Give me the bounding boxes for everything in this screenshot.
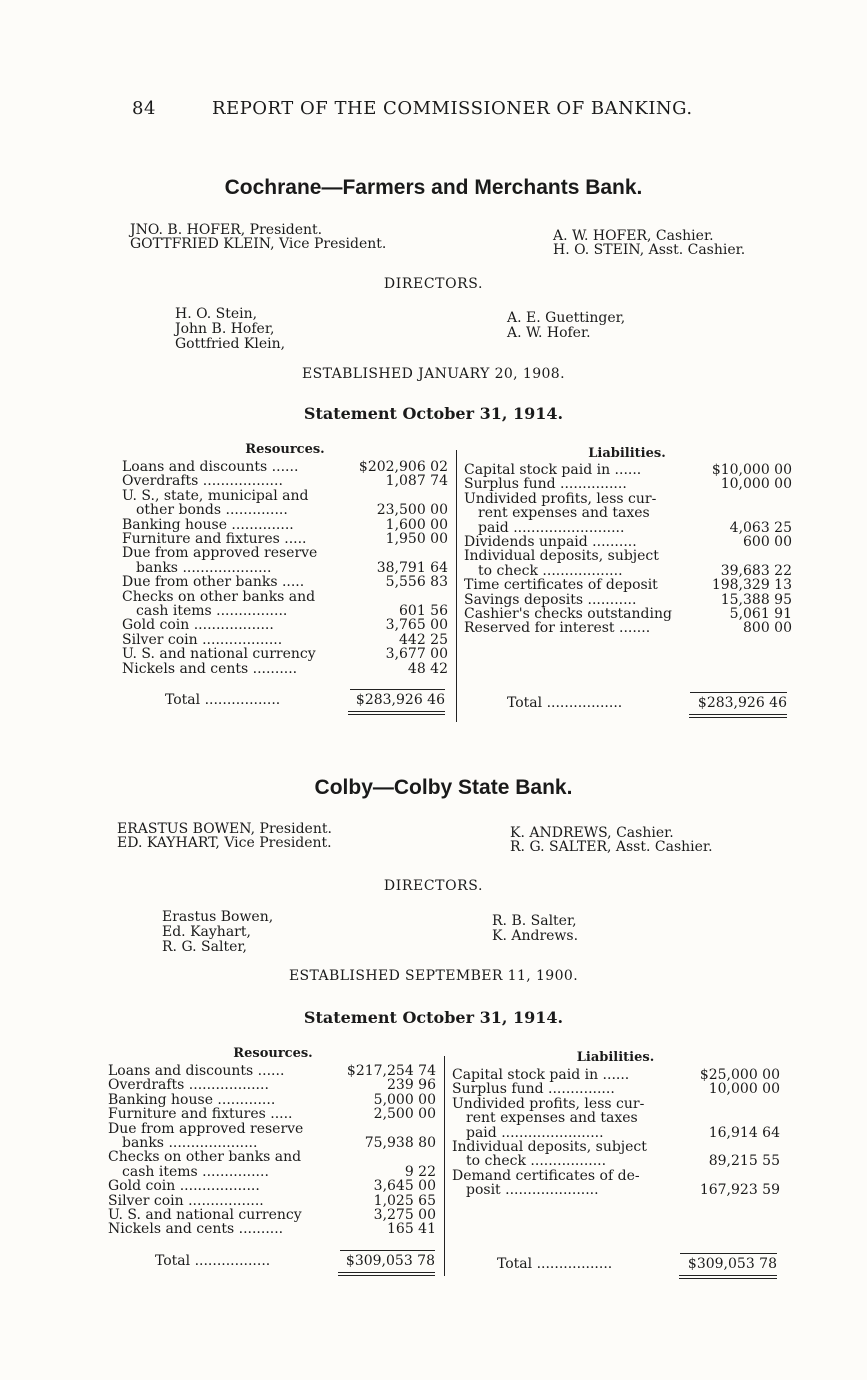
row-label: Banking house .............. bbox=[122, 516, 294, 533]
row-label: posit ..................... bbox=[466, 1182, 599, 1199]
row-amount: 800 00 bbox=[743, 620, 792, 637]
liability-row bbox=[452, 1183, 780, 1197]
liabilities-heading: Liabilities. bbox=[576, 1050, 655, 1065]
liability-row bbox=[464, 621, 792, 635]
liability-row bbox=[452, 1068, 780, 1082]
row-label: Time certificates of deposit bbox=[464, 577, 658, 594]
resource-row bbox=[122, 647, 448, 661]
officers-left bbox=[117, 822, 332, 850]
row-label: Demand certificates of de- bbox=[452, 1167, 640, 1184]
row-label: Surplus fund ............... bbox=[464, 476, 627, 493]
liability-row bbox=[464, 492, 792, 506]
row-label: Undivided profits, less cur- bbox=[464, 490, 657, 507]
row-amount: 3,765 00 bbox=[385, 617, 448, 634]
row-label: Capital stock paid in ...... bbox=[452, 1067, 630, 1083]
row-label: Silver coin .................. bbox=[122, 631, 283, 648]
resource-row bbox=[108, 1107, 436, 1121]
row-label: Due from approved reserve bbox=[122, 545, 318, 562]
row-amount: 75,938 80 bbox=[364, 1135, 436, 1152]
row-label: Nickels and cents .......... bbox=[108, 1221, 284, 1238]
officer: K. ANDREWS, Cashier. bbox=[510, 825, 674, 841]
row-label: Checks on other banks and bbox=[122, 588, 316, 605]
resource-row bbox=[108, 1194, 436, 1208]
row-amount bbox=[684, 1140, 780, 1154]
resources-table bbox=[122, 460, 448, 676]
row-amount: 5,556 83 bbox=[385, 574, 448, 591]
row-amount: $202,906 02 bbox=[358, 459, 448, 475]
liability-row bbox=[464, 535, 792, 549]
row-label: Gold coin .................. bbox=[108, 1178, 260, 1195]
liability-row bbox=[464, 477, 792, 491]
liability-row bbox=[452, 1140, 780, 1154]
row-label: Gold coin .................. bbox=[122, 617, 274, 634]
row-label: other bonds .............. bbox=[136, 502, 288, 519]
liabilities-total: $283,926 46 bbox=[690, 692, 787, 711]
row-label: Dividends unpaid .......... bbox=[464, 534, 637, 551]
row-label: Cashier's checks outstanding bbox=[464, 606, 672, 623]
officers-right bbox=[510, 826, 713, 854]
resource-row bbox=[122, 503, 448, 517]
row-label: to check ................. bbox=[466, 1153, 607, 1170]
double-rule bbox=[348, 711, 445, 715]
resource-row bbox=[122, 546, 448, 560]
resource-row bbox=[122, 590, 448, 604]
liabilities-total-label: Total ................. bbox=[497, 1256, 613, 1272]
resource-row bbox=[108, 1122, 436, 1136]
row-label: banks .................... bbox=[136, 559, 272, 576]
row-amount: 601 56 bbox=[399, 603, 448, 620]
resource-row bbox=[108, 1208, 436, 1222]
resource-row bbox=[108, 1222, 436, 1236]
directors-left bbox=[162, 910, 273, 955]
row-label: Overdrafts .................. bbox=[108, 1077, 269, 1094]
officers-left bbox=[130, 223, 386, 251]
resources-table bbox=[108, 1064, 436, 1237]
row-amount: $217,254 74 bbox=[346, 1063, 436, 1079]
liability-row bbox=[464, 521, 792, 535]
row-amount: 23,500 00 bbox=[376, 502, 448, 519]
liability-row bbox=[464, 593, 792, 607]
row-amount bbox=[333, 1122, 436, 1136]
statement-date: Statement October 31, 1914. bbox=[303, 404, 564, 423]
resource-row bbox=[122, 532, 448, 546]
resource-row bbox=[108, 1078, 436, 1092]
liability-row bbox=[464, 564, 792, 578]
liability-row bbox=[452, 1082, 780, 1096]
resource-row bbox=[122, 561, 448, 575]
row-amount bbox=[346, 489, 448, 503]
officer: ED. KAYHART, Vice President. bbox=[117, 835, 332, 851]
row-amount: $25,000 00 bbox=[699, 1067, 780, 1083]
resource-row bbox=[108, 1136, 436, 1150]
row-label: Overdrafts .................. bbox=[122, 473, 283, 490]
row-label: Furniture and fixtures ..... bbox=[108, 1106, 293, 1123]
row-amount: 165 41 bbox=[387, 1221, 436, 1238]
liabilities-table bbox=[452, 1068, 780, 1198]
resource-row bbox=[108, 1064, 436, 1078]
row-amount bbox=[346, 546, 448, 560]
row-amount: 5,061 91 bbox=[729, 606, 792, 623]
established-date: ESTABLISHED SEPTEMBER 11, 1900. bbox=[288, 968, 579, 984]
row-amount: 4,063 25 bbox=[729, 519, 792, 536]
row-label: rent expenses and taxes bbox=[478, 505, 650, 522]
resources-total-label: Total ................. bbox=[155, 1253, 271, 1269]
row-label: Reserved for interest ....... bbox=[464, 620, 651, 637]
row-amount: 3,275 00 bbox=[373, 1207, 436, 1224]
row-amount: 10,000 00 bbox=[708, 1081, 780, 1098]
page-header bbox=[132, 98, 693, 119]
resource-row bbox=[122, 474, 448, 488]
resource-row bbox=[108, 1165, 436, 1179]
officer: JNO. B. HOFER, President. bbox=[130, 222, 323, 238]
row-amount: 48 42 bbox=[407, 660, 448, 677]
row-label: Banking house ............. bbox=[108, 1091, 276, 1108]
row-amount: 2,500 00 bbox=[373, 1106, 436, 1123]
row-amount bbox=[701, 492, 792, 506]
row-amount: 3,677 00 bbox=[385, 646, 448, 663]
liabilities-table bbox=[464, 463, 792, 636]
double-rule bbox=[338, 1272, 435, 1276]
resource-row bbox=[122, 604, 448, 618]
row-amount: $10,000 00 bbox=[711, 462, 792, 478]
row-label: Due from approved reserve bbox=[108, 1120, 304, 1137]
liability-row bbox=[464, 578, 792, 592]
resource-row bbox=[122, 618, 448, 632]
director: Erastus Bowen, bbox=[162, 909, 274, 925]
resource-row bbox=[122, 633, 448, 647]
liability-row bbox=[464, 549, 792, 563]
row-amount: 5,000 00 bbox=[373, 1091, 436, 1108]
director: A. W. Hofer. bbox=[507, 325, 591, 341]
row-label: Undivided profits, less cur- bbox=[452, 1095, 645, 1112]
row-label: Checks on other banks and bbox=[108, 1149, 302, 1166]
row-amount: 1,025 65 bbox=[373, 1192, 436, 1209]
director: Ed. Kayhart, bbox=[162, 924, 251, 940]
resource-row bbox=[122, 518, 448, 532]
resources-total: $283,926 46 bbox=[350, 689, 445, 708]
officer: GOTTFRIED KLEIN, Vice President. bbox=[130, 236, 387, 252]
statement-date: Statement October 31, 1914. bbox=[303, 1008, 564, 1027]
liabilities-total-label: Total ................. bbox=[507, 695, 623, 711]
row-label: to check .................. bbox=[478, 562, 623, 579]
row-amount: 3,645 00 bbox=[373, 1178, 436, 1195]
resource-row bbox=[122, 662, 448, 676]
director: A. E. Guettinger, bbox=[507, 310, 626, 326]
officer: A. W. HOFER, Cashier. bbox=[553, 228, 714, 244]
running-title: REPORT OF THE COMMISSIONER OF BANKING. bbox=[212, 98, 693, 119]
liability-row bbox=[464, 607, 792, 621]
row-amount: 9 22 bbox=[404, 1163, 436, 1180]
liabilities-total: $309,053 78 bbox=[680, 1253, 777, 1272]
row-label: Surplus fund ............... bbox=[452, 1081, 615, 1098]
row-label: U. S., state, municipal and bbox=[122, 487, 309, 504]
row-label: paid ......................... bbox=[478, 519, 625, 536]
resource-row bbox=[122, 489, 448, 503]
director: R. G. Salter, bbox=[162, 939, 247, 955]
column-divider bbox=[444, 1056, 445, 1276]
director: K. Andrews. bbox=[492, 928, 579, 944]
row-amount: 1,087 74 bbox=[385, 473, 448, 490]
row-label: U. S. and national currency bbox=[122, 646, 316, 663]
liability-row bbox=[452, 1169, 780, 1183]
resource-row bbox=[108, 1179, 436, 1193]
directors-right bbox=[507, 311, 625, 341]
row-label: Furniture and fixtures ..... bbox=[122, 531, 307, 548]
resource-row bbox=[122, 460, 448, 474]
row-amount: 1,950 00 bbox=[385, 531, 448, 548]
directors-heading: DIRECTORS. bbox=[383, 878, 484, 894]
row-label: cash items ............... bbox=[122, 1163, 269, 1180]
row-label: cash items ................ bbox=[136, 603, 288, 620]
row-amount: 1,600 00 bbox=[385, 516, 448, 533]
resources-total: $309,053 78 bbox=[340, 1250, 435, 1269]
liability-row bbox=[452, 1126, 780, 1140]
liability-row bbox=[452, 1154, 780, 1168]
row-amount: 89,215 55 bbox=[708, 1153, 780, 1170]
officer: H. O. STEIN, Asst. Cashier. bbox=[553, 242, 746, 258]
row-amount: 442 25 bbox=[399, 631, 448, 648]
row-amount: 167,923 59 bbox=[699, 1182, 780, 1199]
established-date: ESTABLISHED JANUARY 20, 1908. bbox=[302, 366, 565, 382]
director: Gottfried Klein, bbox=[175, 336, 286, 352]
row-label: Loans and discounts ...... bbox=[108, 1063, 285, 1079]
directors-right bbox=[492, 914, 578, 944]
director: R. B. Salter, bbox=[492, 913, 577, 929]
row-amount: 38,791 64 bbox=[376, 559, 448, 576]
resources-heading: Resources. bbox=[245, 442, 325, 457]
row-amount: 16,914 64 bbox=[708, 1124, 780, 1141]
double-rule bbox=[679, 1275, 777, 1279]
liability-row bbox=[464, 506, 792, 520]
page-number: 84 bbox=[132, 98, 156, 119]
row-label: Due from other banks ..... bbox=[122, 574, 305, 591]
row-label: banks .................... bbox=[122, 1135, 258, 1152]
column-divider bbox=[456, 450, 457, 722]
row-amount bbox=[346, 590, 448, 604]
row-amount bbox=[701, 549, 792, 563]
officer: ERASTUS BOWEN, President. bbox=[117, 821, 332, 837]
row-amount: 239 96 bbox=[387, 1077, 436, 1094]
row-amount: 39,683 22 bbox=[720, 562, 792, 579]
resources-heading: Resources. bbox=[233, 1046, 313, 1061]
officers-right bbox=[553, 229, 745, 257]
row-amount: 198,329 13 bbox=[711, 577, 792, 594]
row-label: paid ....................... bbox=[466, 1124, 604, 1141]
resources-total-label: Total ................. bbox=[165, 692, 281, 708]
double-rule bbox=[689, 714, 787, 718]
row-amount bbox=[684, 1169, 780, 1183]
directors-heading: DIRECTORS. bbox=[383, 276, 484, 292]
row-label: Individual deposits, subject bbox=[452, 1139, 647, 1156]
liabilities-heading: Liabilities. bbox=[588, 446, 666, 461]
bank-title: Colby—Colby State Bank. bbox=[314, 776, 573, 799]
row-amount: 15,388 95 bbox=[720, 591, 792, 608]
officer: R. G. SALTER, Asst. Cashier. bbox=[510, 839, 713, 855]
resource-row bbox=[108, 1093, 436, 1107]
row-amount bbox=[333, 1150, 436, 1164]
liability-row bbox=[452, 1097, 780, 1111]
resource-row bbox=[122, 575, 448, 589]
row-label: Loans and discounts ...... bbox=[122, 459, 299, 475]
director: John B. Hofer, bbox=[175, 321, 275, 337]
resource-row bbox=[108, 1150, 436, 1164]
row-label: Savings deposits ........... bbox=[464, 591, 637, 608]
row-label: Silver coin ................. bbox=[108, 1192, 264, 1209]
row-label: rent expenses and taxes bbox=[466, 1110, 638, 1127]
row-label: U. S. and national currency bbox=[108, 1207, 302, 1224]
row-label: Individual deposits, subject bbox=[464, 548, 659, 565]
row-amount: 10,000 00 bbox=[720, 476, 792, 493]
director: H. O. Stein, bbox=[175, 306, 258, 322]
bank-title: Cochrane—Farmers and Merchants Bank. bbox=[224, 176, 643, 199]
row-amount bbox=[684, 1097, 780, 1111]
row-amount bbox=[701, 506, 792, 520]
row-amount: 600 00 bbox=[743, 534, 792, 551]
directors-left bbox=[175, 307, 285, 352]
row-amount bbox=[684, 1111, 780, 1125]
liability-row bbox=[452, 1111, 780, 1125]
row-label: Nickels and cents .......... bbox=[122, 660, 298, 677]
liability-row bbox=[464, 463, 792, 477]
row-label: Capital stock paid in ...... bbox=[464, 462, 642, 478]
